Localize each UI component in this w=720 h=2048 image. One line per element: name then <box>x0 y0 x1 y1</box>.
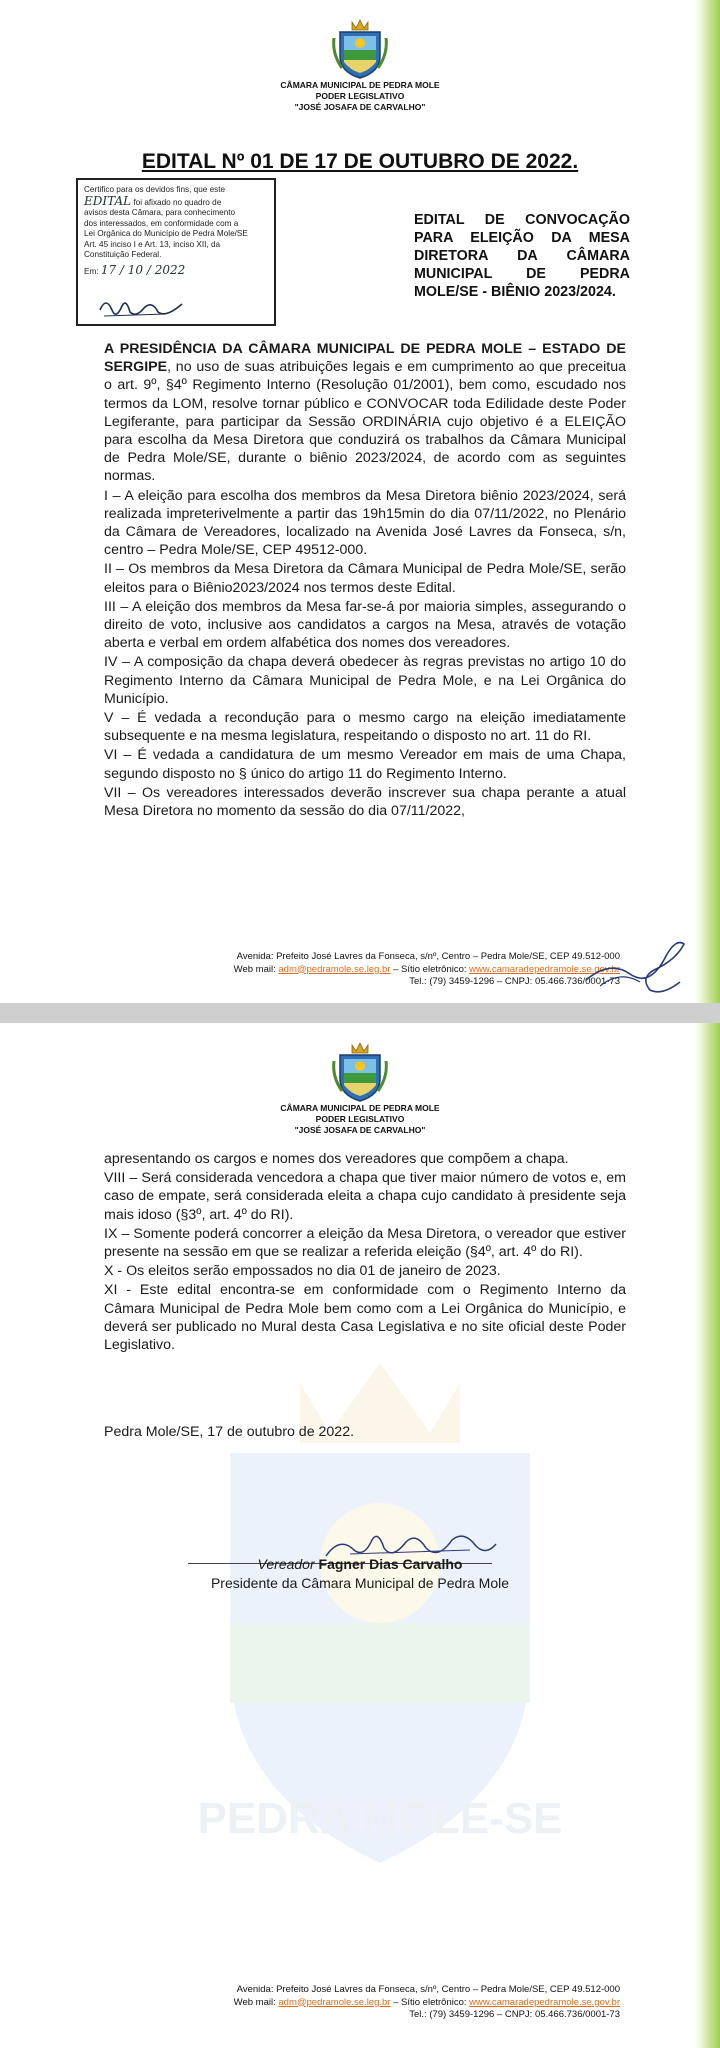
item-9: IX – Somente poderá concorrer a eleição da Mesa Diretora, o vereador que estiver presente na sessão em que se realizar a referida eleição (§4º, art. 4º do RI). <box>104 1225 626 1261</box>
document-page-1 <box>0 0 720 1003</box>
signature-name-row <box>170 1555 550 1574</box>
signature-name: Fagner Dias Carvalho <box>318 1556 463 1572</box>
stamp-date: 17 / 10 / 2022 <box>100 262 186 277</box>
footer-site-link[interactable]: www.camaradepedramole.se.gov.br <box>469 963 620 975</box>
item-5: V – É vedada a recondução para o mesmo cargo na eleição imediatamente subsequente e na mesma legislatura, respeitando o disposto no art. 11 do RI. <box>104 710 626 745</box>
stamp-signature-scribble <box>96 292 186 322</box>
footer-email-link[interactable]: adm@pedramole.se.leg.br <box>278 963 391 975</box>
item-1: I – A eleição para escolha dos membros da Mesa Diretora biênio 2023/2024, será realizada impreterivelmente a partir das 19h15min do dia 07/11/2022, no Plenário da Câmara de Vereadores, localizado na Avenida José Lavres da Fonseca, s/n, centro – Pedra Mole/SE, CEP 49512-000. <box>104 487 626 559</box>
item-2: II – Os membros da Mesa Diretora da Câmara Municipal de Pedra Mole/SE, serão eleitos para o Biênio2023/2024 nos termos deste Edital. <box>104 561 626 596</box>
footer-address: Avenida: Prefeito José Lavres da Fonseca, s/nº, Centro – Pedra Mole/SE, CEP 49.512-000 <box>236 951 620 962</box>
footer-phone: Tel.: (79) 3459-1296 – CNPJ: 05.466.736/0001-73 <box>409 976 620 987</box>
place-and-date: Pedra Mole/SE, 17 de outubro de 2022. <box>104 1424 355 1440</box>
coat-of-arms-logo <box>330 1041 390 1103</box>
header-line-3: "JOSÉ JOSAFA DE CARVALHO" <box>294 102 426 112</box>
footer-address: Avenida: Prefeito José Lavres da Fonseca, s/nº, Centro – Pedra Mole/SE, CEP 49.512-000 <box>236 1984 620 1995</box>
signature-role: Presidente da Câmara Municipal de Pedra Mole <box>210 1575 510 1591</box>
watermark-coat-of-arms <box>150 1363 610 1883</box>
header-line-1: CÂMARA MUNICIPAL DE PEDRA MOLE <box>280 1103 440 1113</box>
header-line-2: PODER LEGISLATIVO <box>315 1114 405 1124</box>
header-line-3: "JOSÉ JOSAFA DE CARVALHO" <box>294 1125 426 1135</box>
footer-site-label: – Sítio eletrônico: <box>393 963 467 975</box>
page-1-footer <box>60 951 620 989</box>
item-7: VII – Os vereadores interessados deverão inscrever sua chapa perante a atual Mesa Diretora no momento da sessão do dia 07/11/2022, <box>104 784 626 820</box>
item-10: X - Os eleitos serão empossados no dia 01 de janeiro de 2023. <box>104 1263 501 1280</box>
header-line-1: CÂMARA MUNICIPAL DE PEDRA MOLE <box>280 80 440 90</box>
stamp-line-2-text: foi afixado no quadro de <box>133 197 222 207</box>
footer-phone: Tel.: (79) 3459-1296 – CNPJ: 05.466.736/0001-73 <box>409 2009 620 2020</box>
intro-bold: A PRESIDÊNCIA DA CÂMARA MUNICIPAL DE PEDRA MOLE – ESTADO DE SERGIPE <box>104 341 626 376</box>
item-3: III – A eleição dos membros da Mesa far-se-á por maioria simples, assegurando o direito de voto, inclusive aos candidatos a cargos na Mesa, através de votação aberta e verbal em ordem alfabética dos nomes dos vereadores. <box>104 598 626 652</box>
decorative-green-stripe <box>694 1023 720 2048</box>
stamp-line-4: dos interessados, em conformidade com a <box>84 218 239 228</box>
stamp-line-2 <box>84 193 268 209</box>
certification-stamp <box>76 178 276 326</box>
page-2-footer <box>60 1984 620 2022</box>
footer-web-label: Web mail: <box>233 1996 276 2008</box>
stamp-line-3: avisos desta Câmara, para conhecimento <box>84 208 236 217</box>
intro-paragraph <box>104 340 626 486</box>
stamp-line-7: Constituição Federal. <box>84 250 162 259</box>
stamp-line-1: Certifico para os devidos fins, que este <box>84 185 226 194</box>
stamp-handwritten-word: EDITAL <box>84 193 132 208</box>
page-header <box>0 18 720 113</box>
page-header <box>0 1041 720 1136</box>
stamp-date-row <box>84 262 268 278</box>
item-8: VIII – Será considerada vencedora a chapa que tiver maior número de votos e, em caso de empate, será considerada eleita a chapa cujo candidato à presidente seja mais idoso (§3º, art. 4º do RI). <box>104 1170 626 1223</box>
signature-block <box>170 1555 550 1593</box>
watermark-text: PEDRA MOLE-SE <box>197 1794 563 1843</box>
footer-web-label: Web mail: <box>233 963 276 975</box>
body-text-page-2 <box>104 1150 626 1355</box>
signature-prefix: Vereador <box>257 1556 315 1572</box>
header-line-2: PODER LEGISLATIVO <box>315 91 405 101</box>
footer-site-label: – Sítio eletrônico: <box>393 1996 467 2008</box>
footer-email-link[interactable]: adm@pedramole.se.leg.br <box>278 1996 391 2008</box>
item-4: IV – A composição da chapa deverá obedecer às regras previstas no artigo 10 do Regimento Interno da Câmara Municipal de Pedra Mole, e na Lei Orgânica do Município. <box>104 654 626 707</box>
coat-of-arms-logo <box>330 18 390 80</box>
footer-site-link[interactable]: www.camaradepedramole.se.gov.br <box>469 1996 620 2008</box>
stamp-line-5: Lei Orgânica do Município de Pedra Mole/SE <box>84 229 248 238</box>
document-page-2 <box>0 1023 720 2048</box>
edital-title: EDITAL Nº 01 DE 17 DE OUTUBRO DE 2022. <box>141 150 579 173</box>
stamp-line-6: Art. 45 inciso I e Art. 13, inciso XII, da <box>84 239 221 249</box>
stamp-em-label: Em: <box>84 266 99 276</box>
item-7-continued: apresentando os cargos e nomes dos vereadores que compõem a chapa. <box>104 1151 569 1167</box>
body-text-page-1 <box>104 340 626 821</box>
intro-rest: , no uso de suas atribuições legais e em cumprimento ao que preceitua o art. 9º, §4º Regimento Interno (Resolução 01/2001), bem como, escudado nos termos da LOM, resolve tornar público e CONVOCAR toda Edilidade deste Poder Legiferante, para participar da Sessão ORDINÁRIA cujo objetivo é a ELEIÇÃO para escolha da Mesa Diretora que conduzirá os trabalhos da Câmara Municipal de Pedra Mole/SE, durante o biênio 2023/2024, de acordo com as seguintes normas. <box>104 359 626 485</box>
item-11: XI - Este edital encontra-se em conformidade com o Regimento Interno da Câmara Municipal de Pedra Mole bem como com a Lei Orgânica do Município, e deverá ser publicado no Mural desta Casa Legislativa e no site oficial deste Poder Legislativo. <box>104 1282 626 1354</box>
footer-web-row <box>60 964 620 977</box>
edital-subject: EDITAL DE CONVOCAÇÃO PARA ELEIÇÃO DA MESA DIRETORA DA CÂMARA MUNICIPAL DE PEDRA MOLE/SE - BIÊNIO 2023/2024. <box>414 212 630 300</box>
page-1-rubric-scribble <box>580 930 690 1000</box>
item-6: VI – É vedada a candidatura de um mesmo Vereador em mais de uma Chapa, segundo disposto no § único do artigo 11 do Regimento Interno. <box>104 747 626 782</box>
footer-web-row <box>60 1997 620 2010</box>
